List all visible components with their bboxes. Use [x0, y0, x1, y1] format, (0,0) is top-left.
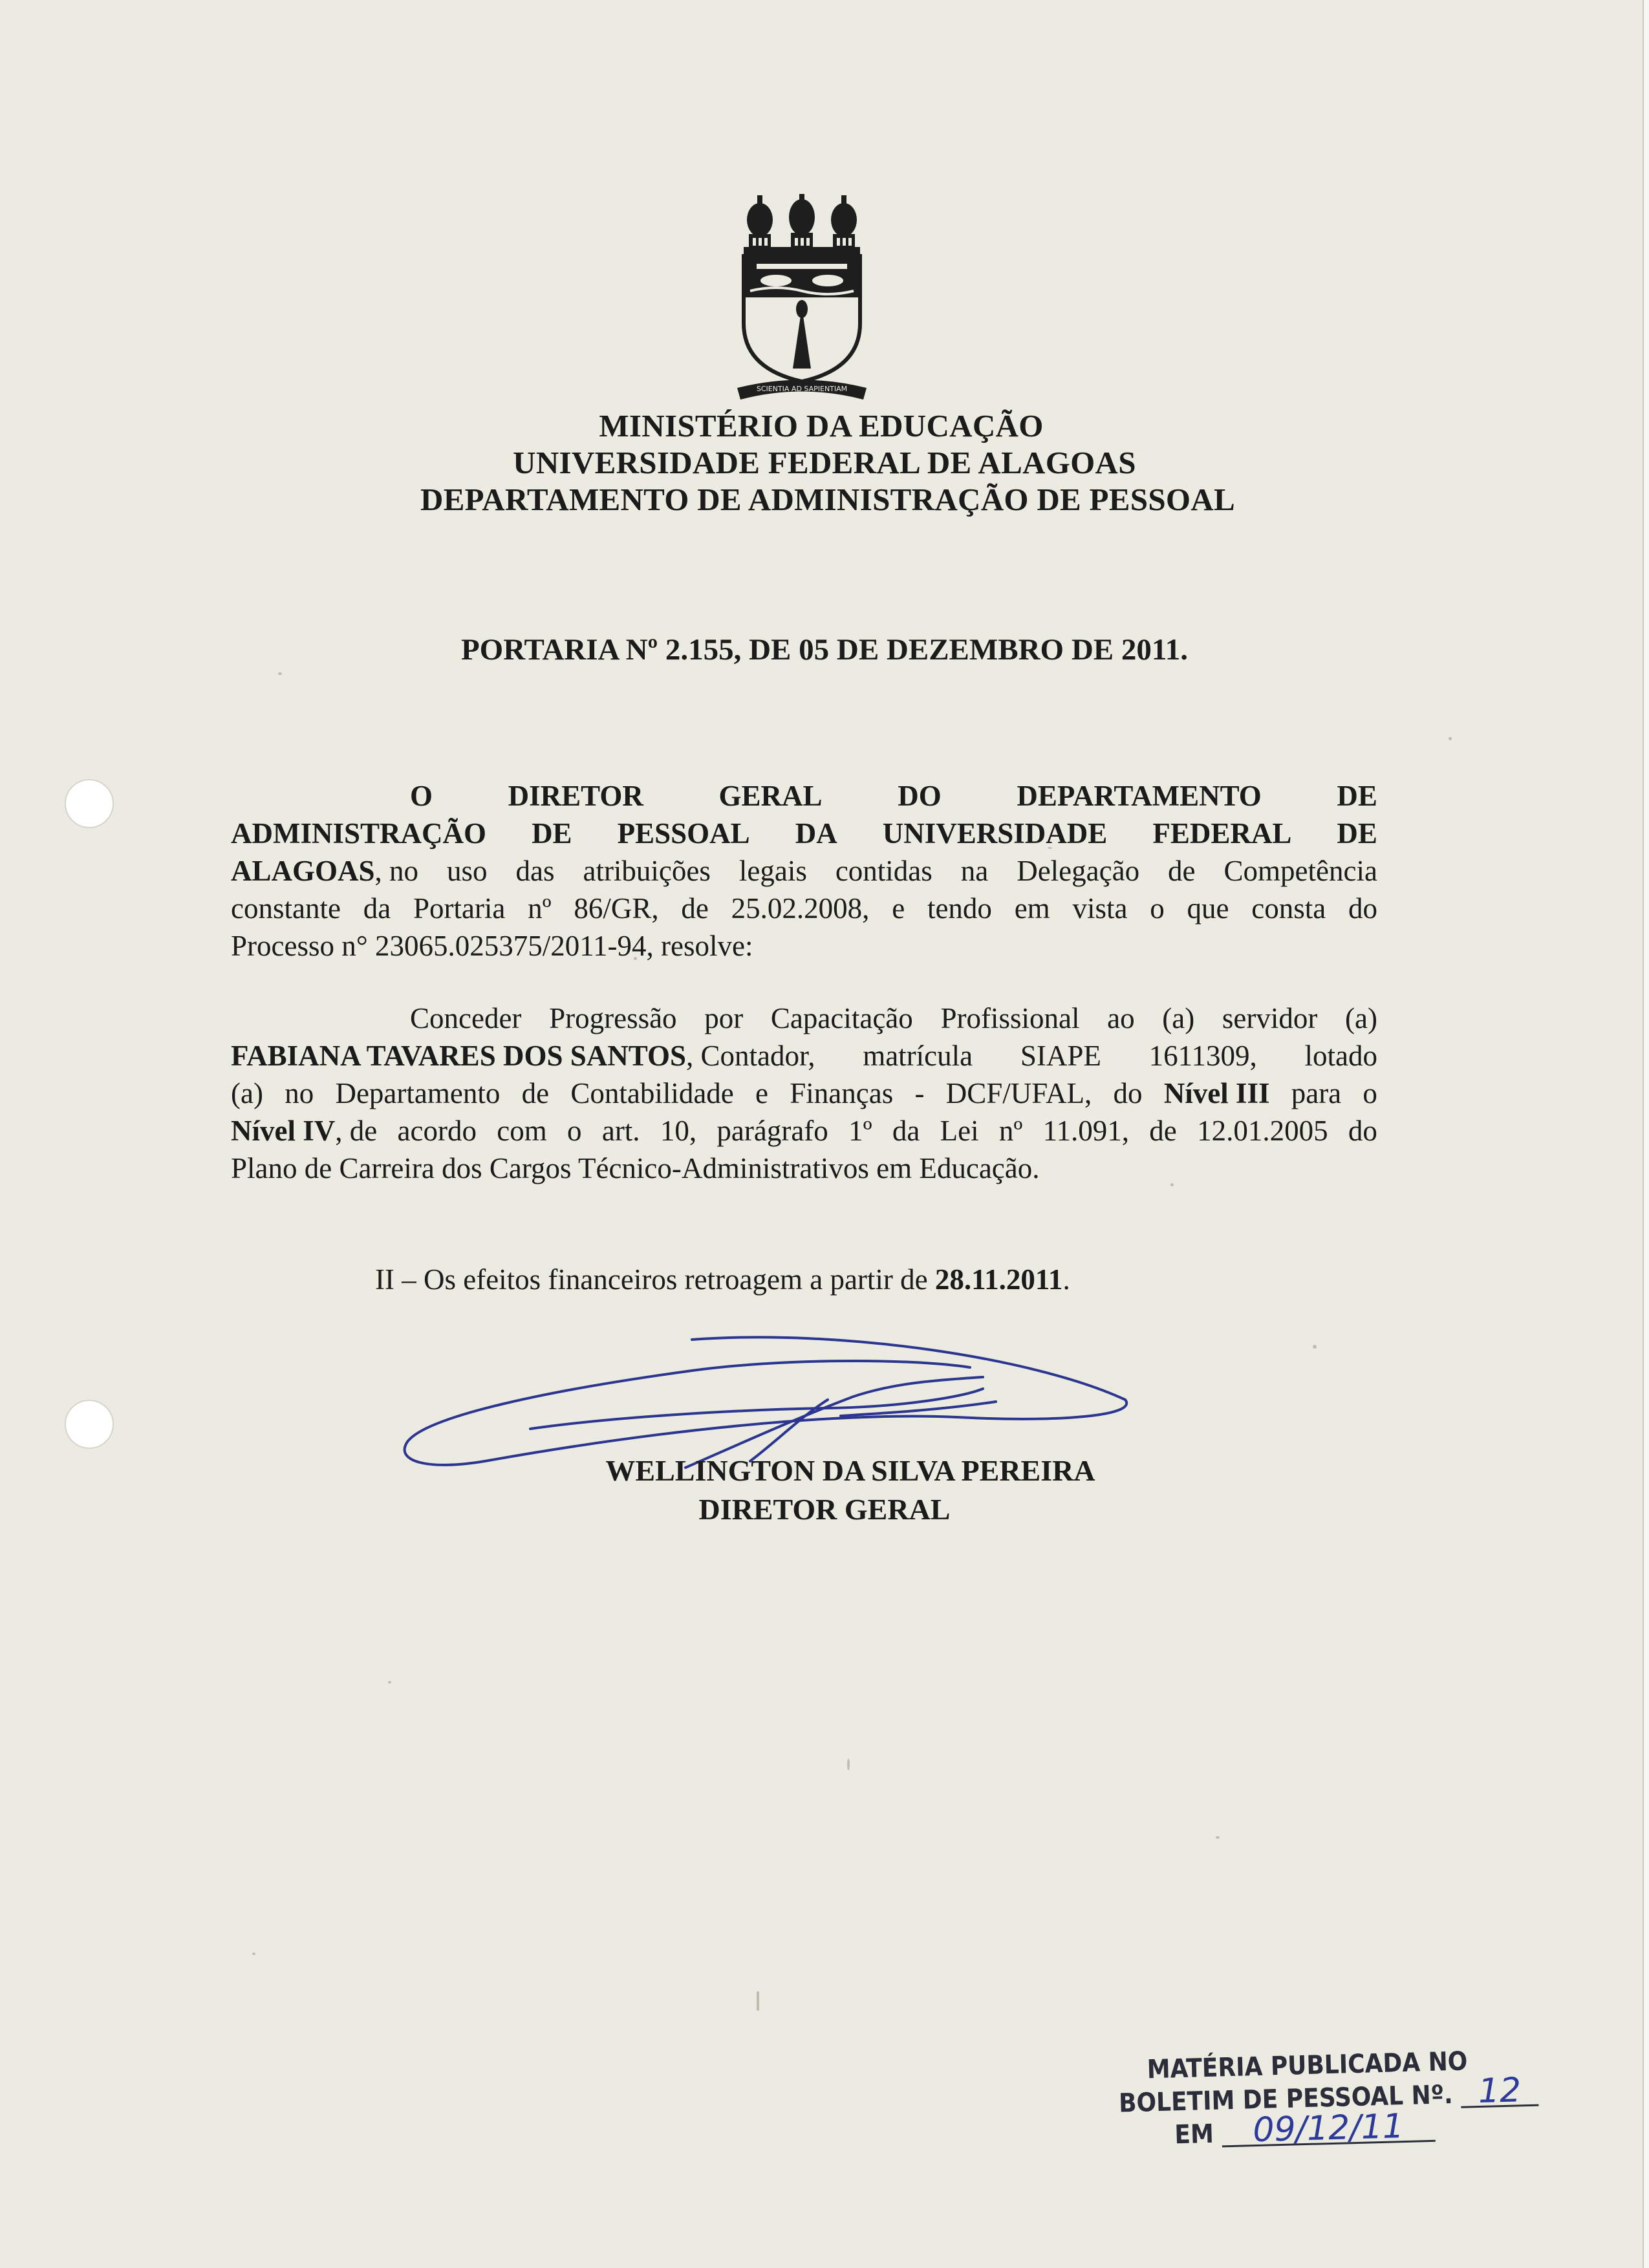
- page-edge: [1643, 0, 1649, 2268]
- word: PESSOAL: [617, 817, 750, 850]
- letterhead: [0, 407, 1649, 518]
- word: em: [1014, 892, 1050, 925]
- word: Lei: [940, 1115, 979, 1147]
- word: DE: [532, 817, 572, 850]
- word: constante: [231, 892, 341, 925]
- word: da: [363, 892, 391, 925]
- stamp-line-2: BOLETIM DE PESSOAL Nº. 12: [1118, 2077, 1494, 2119]
- body-line-5: Plano de Carreira dos Cargos Técnico-Administrativos em Educação.: [231, 1152, 1040, 1184]
- word: matrícula: [863, 1040, 973, 1072]
- word: que: [1187, 892, 1229, 925]
- intro-line-3: [231, 852, 1377, 890]
- word: Contabilidade: [570, 1077, 734, 1109]
- word: contidas: [835, 855, 932, 887]
- publication-stamp: [1117, 2044, 1522, 2152]
- ufal-coat-of-arms-icon: [737, 194, 867, 407]
- word: DIRETOR: [508, 780, 643, 812]
- intro-line-1: [231, 777, 1377, 815]
- word: (a): [1162, 1002, 1195, 1034]
- word: legais: [738, 855, 807, 887]
- word: o: [1363, 1077, 1377, 1109]
- department-name: DEPARTAMENTO DE ADMINISTRAÇÃO DE PESSOAL: [420, 482, 1235, 517]
- word: FABIANA TAVARES DOS SANTOS, Contador,: [231, 1040, 815, 1072]
- word: 10,: [660, 1115, 697, 1147]
- body-paragraph: [231, 1000, 1377, 1187]
- word: (a): [1345, 1002, 1377, 1034]
- word: parágrafo: [717, 1115, 828, 1147]
- bold-term: ALAGOAS: [231, 855, 375, 887]
- word: DE: [1337, 817, 1377, 850]
- word: na: [960, 855, 989, 887]
- effects-text: II – Os efeitos financeiros retroagem a partir de: [375, 1263, 935, 1296]
- word: lotado: [1304, 1040, 1377, 1072]
- stamp-line-1: MATÉRIA PUBLICADA NO: [1147, 2046, 1468, 2085]
- portaria-title: PORTARIA Nº 2.155, DE 05 DE DEZEMBRO DE 2011.: [460, 633, 1189, 667]
- word: O: [410, 780, 433, 812]
- word: 1º: [848, 1115, 872, 1147]
- word: o: [567, 1115, 582, 1147]
- publication-date: 09/12/11: [1222, 2112, 1436, 2148]
- word: Capacitação: [770, 1002, 913, 1034]
- word: consta: [1251, 892, 1326, 925]
- word: nº: [528, 892, 552, 925]
- word: no: [285, 1077, 314, 1109]
- signatory-name: WELLINGTON DA SILVA PEREIRA: [605, 1454, 1095, 1487]
- bulletin-number: 12: [1460, 2076, 1538, 2108]
- word: DCF/UFAL,: [945, 1077, 1092, 1109]
- word: acordo: [397, 1115, 477, 1147]
- university-name: UNIVERSIDADE FEDERAL DE ALAGOAS: [513, 445, 1136, 480]
- word: DEPARTAMENTO: [1017, 780, 1262, 812]
- word: com: [497, 1115, 547, 1147]
- ministry-name: MINISTÉRIO DA EDUCAÇÃO: [599, 408, 1044, 444]
- word: o: [1150, 892, 1165, 925]
- effects-date: 28.11.2011: [934, 1263, 1063, 1296]
- word: do: [1348, 892, 1377, 925]
- word: Conceder: [410, 1002, 522, 1034]
- word: ADMINISTRAÇÃO: [231, 817, 487, 850]
- word: do: [1113, 1077, 1143, 1109]
- word: atribuições: [583, 855, 711, 887]
- word: DO: [898, 780, 942, 812]
- word: do: [1348, 1115, 1377, 1147]
- word: Competência: [1223, 855, 1377, 887]
- word: ao: [1107, 1002, 1135, 1034]
- word: FEDERAL: [1152, 817, 1292, 850]
- body-line-4: [231, 1112, 1377, 1150]
- word: servidor: [1222, 1002, 1318, 1034]
- bold-term: Nível IV: [231, 1115, 336, 1147]
- word: uso: [447, 855, 488, 887]
- body-line-1: [231, 1000, 1377, 1037]
- word: 12.01.2005: [1197, 1115, 1328, 1147]
- word: 11.091,: [1042, 1115, 1129, 1147]
- word: das: [515, 855, 555, 887]
- word: por: [704, 1002, 744, 1034]
- svg-text:SCIENTIA AD SAPIENTIAM: SCIENTIA AD SAPIENTIAM: [756, 385, 848, 393]
- word: Portaria: [413, 892, 506, 925]
- word: Profissional: [940, 1002, 1080, 1034]
- word: para: [1291, 1077, 1342, 1109]
- word: e: [892, 892, 905, 925]
- word: de: [681, 892, 709, 925]
- intro-line-2: [231, 815, 1377, 852]
- punch-hole: [65, 1400, 114, 1449]
- word: -: [914, 1077, 925, 1109]
- body-line-3: [231, 1075, 1377, 1112]
- word: Delegação: [1017, 855, 1140, 887]
- word: 86/GR,: [574, 892, 659, 925]
- intro-paragraph: [231, 777, 1377, 965]
- word: de: [1149, 1115, 1177, 1147]
- word: DE: [1337, 780, 1377, 812]
- level-from: Nível III: [1163, 1077, 1270, 1109]
- word: e: [755, 1077, 769, 1109]
- body-line-2: [231, 1037, 1377, 1075]
- financial-effects-clause: II – Os efeitos financeiros retroagem a partir de 28.11.2011.: [375, 1263, 1070, 1296]
- word: Progressão: [549, 1002, 677, 1034]
- intro-line-5: Processo n° 23065.025375/2011-94, resolve:: [231, 930, 753, 962]
- word: da: [892, 1115, 920, 1147]
- word: 1611309,: [1148, 1040, 1257, 1072]
- signatory-block: [0, 1451, 1649, 1529]
- word: Departamento: [335, 1077, 501, 1109]
- word: Finanças: [790, 1077, 894, 1109]
- word: DA: [795, 817, 837, 850]
- word: nº: [998, 1115, 1023, 1147]
- word: GERAL: [718, 780, 823, 812]
- word: SIAPE: [1020, 1040, 1101, 1072]
- word: 25.02.2008,: [731, 892, 870, 925]
- bold-term: FABIANA TAVARES DOS SANTOS: [231, 1040, 687, 1072]
- word: tendo: [927, 892, 992, 925]
- word: (a): [231, 1077, 263, 1109]
- word: UNIVERSIDADE: [882, 817, 1108, 850]
- word: de: [521, 1077, 550, 1109]
- intro-line-4: [231, 890, 1377, 927]
- word: vista: [1072, 892, 1128, 925]
- word: ALAGOAS, no: [231, 855, 419, 887]
- word: Nível IV, de: [231, 1115, 378, 1147]
- word: art.: [601, 1115, 640, 1147]
- word: de: [1168, 855, 1196, 887]
- punch-hole: [65, 779, 114, 828]
- signatory-role: DIRETOR GERAL: [698, 1493, 951, 1526]
- stamp-line-3: EM 09/12/11: [1119, 2110, 1495, 2152]
